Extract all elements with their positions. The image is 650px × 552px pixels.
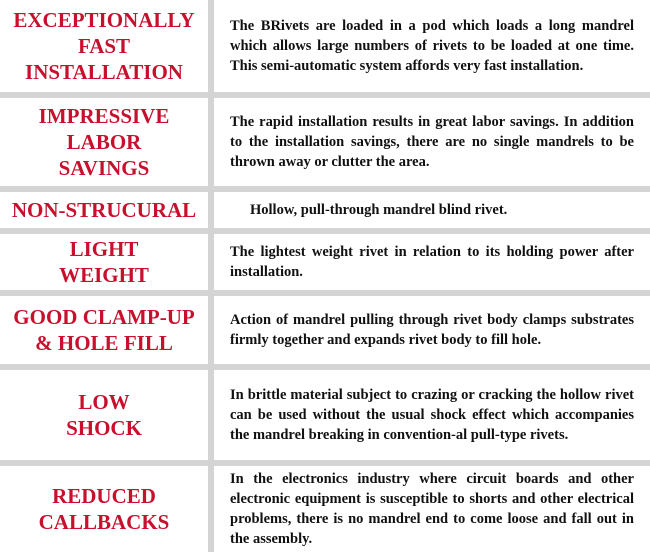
feature-heading: EXCEPTIONALLY FAST INSTALLATION [13,8,195,84]
feature-heading: IMPRESSIVE LABOR SAVINGS [38,104,170,180]
feature-heading: LIGHT WEIGHT [59,237,149,287]
feature-description: Hollow, pull-through mandrel blind rivet. [250,202,508,218]
feature-description: The BRivets are loaded in a pod which loads a long mandrel which allows large numbers of rivets to be loaded at one time. This semi-automatic system affords very fast installation. [230,18,634,74]
feature-row-reduced-callbacks [0,466,650,552]
feature-heading: GOOD CLAMP-UP & HOLE FILL [13,305,195,355]
feature-description: Action of mandrel pulling through rivet body clamps substrates firmly together and expands rivet body to fill hole. [230,312,634,348]
feature-row-light-weight [0,234,650,290]
feature-row-fast-installation [0,0,650,92]
feature-row-non-structural [0,192,650,228]
feature-description: In the electronics industry where circuit boards and other electronic equipment is susceptible to shorts and other electrical problems, there is no mandrel end to come loose and fall out in the assembly. [230,471,634,547]
feature-heading: LOW SHOCK [66,390,142,440]
feature-description: In brittle material subject to crazing or cracking the hollow rivet can be used without the usual shock effect which accompanies the mandrel breaking in convention-al pull-type rivets. [230,387,634,443]
feature-heading: REDUCED CALLBACKS [38,484,170,534]
feature-description: The lightest weight rivet in relation to its holding power after installation. [230,244,634,280]
feature-heading: NON-STRUCURAL [11,198,197,222]
feature-row-labor-savings [0,98,650,186]
feature-row-clamp-up [0,296,650,364]
feature-description: The rapid installation results in great labor savings. In addition to the installation savings, there are no single mandrels to be thrown away or clutter the area. [230,114,634,170]
feature-row-low-shock [0,370,650,460]
